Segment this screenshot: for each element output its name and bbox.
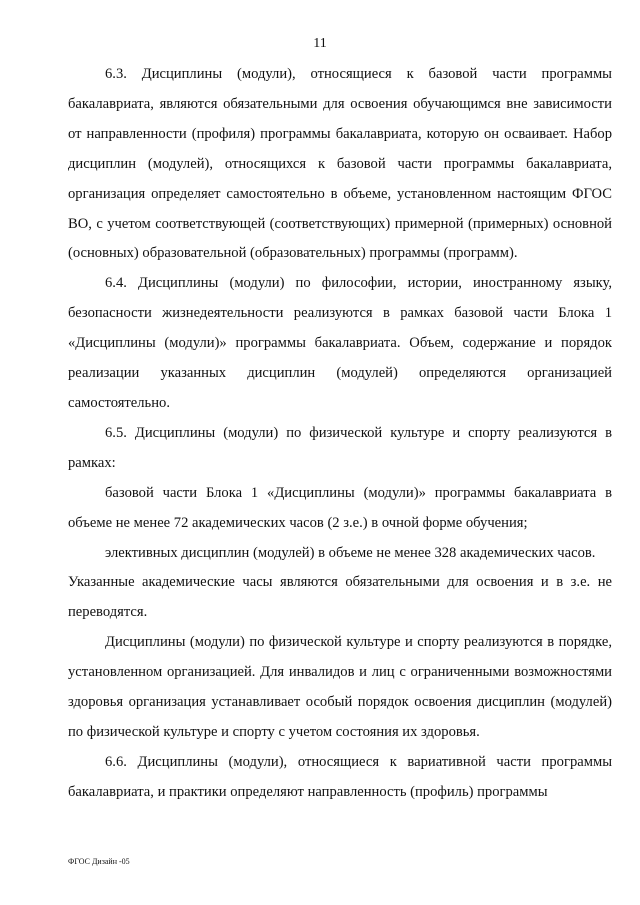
paragraph-procedure: Дисциплины (модули) по физической культуре и спорту реализуются в порядке, установленном организацией. Для инвалидов и лиц с ограниченными возможностями здоровья организация устанавливает особый порядок освоения дисциплин (модулей) по физической культуре и спорту с учетом состояния их здоровья. — [68, 634, 612, 740]
paragraph-elective: элективных дисциплин (модулей) в объеме не менее 328 академических часов. — [105, 544, 596, 561]
document-body — [68, 60, 612, 808]
footer-doc-code: ФГОС Дизайн -05 — [68, 857, 130, 866]
paragraph-6-3: 6.3. Дисциплины (модули), относящиеся к базовой части программы бакалавриата, являются обязательными для освоения обучающимся вне зависимости от направленности (профиля) программы бакалавриата, которую он осваивает. Набор дисциплин (модулей), относящихся к базовой части программы бакалавриата, организация определяет самостоятельно в объеме, установленном настоящим ФГОС ВО, с учетом соответствующей (соответствующих) примерной (примерных) основной (основных) образовательной (образовательных) программы (программ). — [68, 66, 612, 262]
page-number: 11 — [313, 36, 327, 51]
paragraph-base-part: базовой части Блока 1 «Дисциплины (модули)» программы бакалавриата в объеме не менее 72 академических часов (2 з.е.) в очной форме обучения; — [68, 484, 612, 531]
paragraph-6-5: 6.5. Дисциплины (модули) по физической культуре и спорту реализуются в рамках: — [68, 424, 612, 471]
paragraph-hours-note: Указанные академические часы являются обязательными для освоения и в з.е. не переводятся. — [68, 574, 612, 621]
paragraph-6-6: 6.6. Дисциплины (модули), относящиеся к вариативной части программы бакалавриата, и практики определяют направленность (профиль) программы — [68, 753, 612, 800]
paragraph-6-4: 6.4. Дисциплины (модули) по философии, истории, иностранному языку, безопасности жизнедеятельности реализуются в рамках базовой части Блока 1 «Дисциплины (модули)» программы бакалавриата. Объем, содержание и порядок реализации указанных дисциплин (модулей) определяются организацией самостоятельно. — [68, 275, 612, 411]
